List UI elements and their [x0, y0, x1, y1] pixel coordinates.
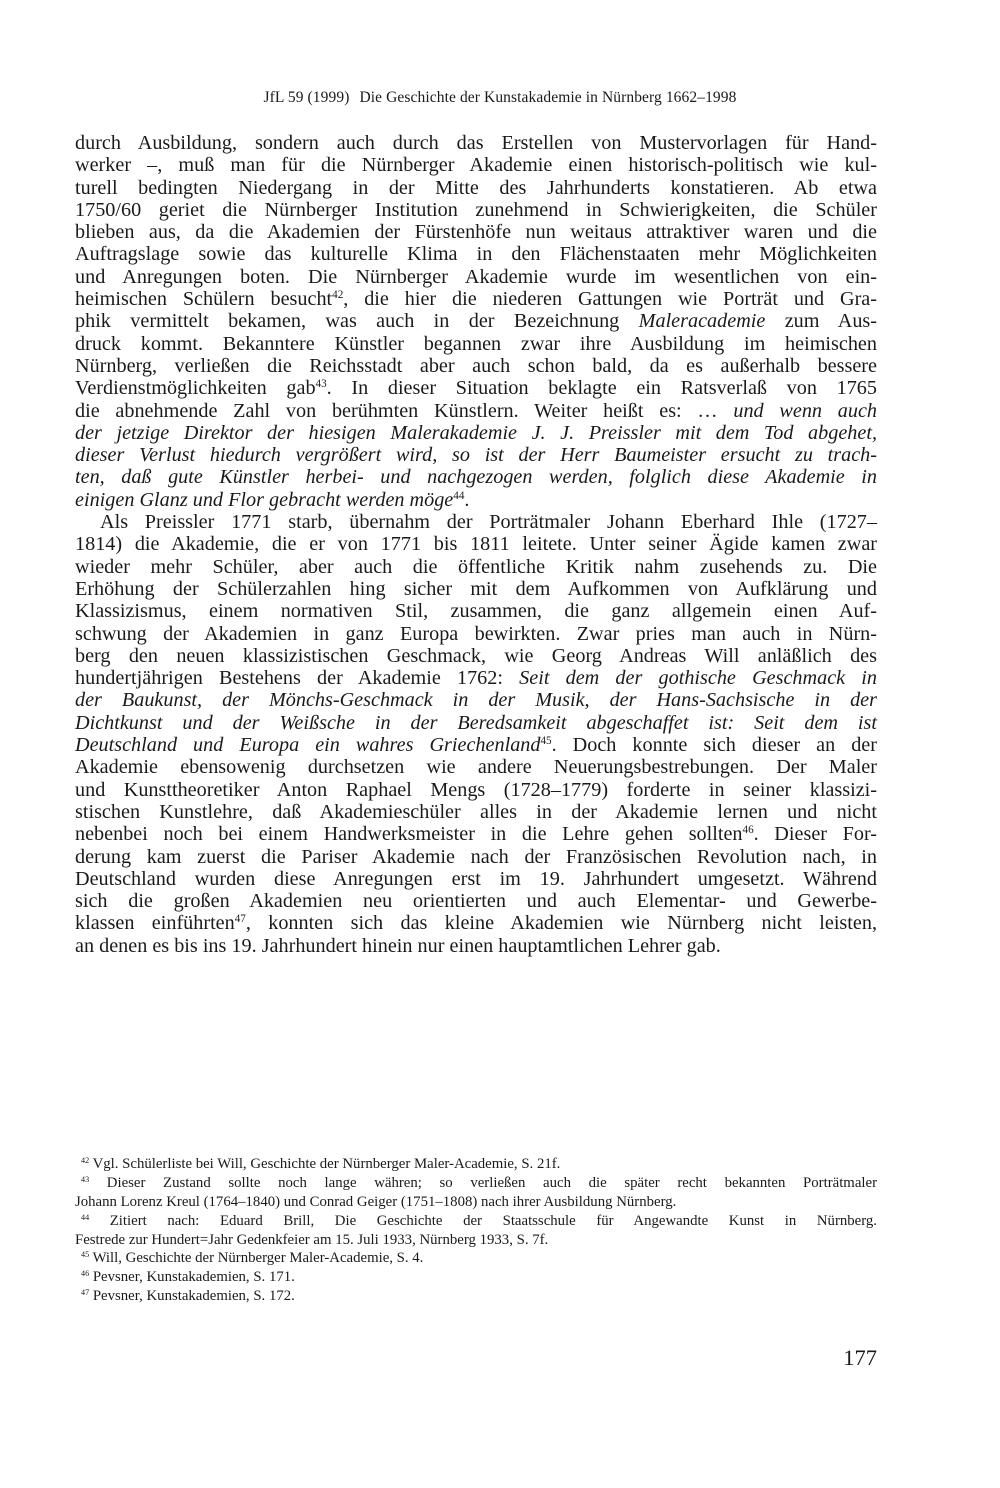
italic-quote: einigen Glanz und Flor gebracht werden möge	[75, 488, 454, 511]
text-line: berg den neuen klassizistischen Geschmack, wie Georg Andreas Will anläßlich des	[75, 644, 877, 667]
text-line	[75, 422, 877, 444]
text-line: druck kommt. Bekanntere Künstler begannen zwar ihre Ausbildung im heimischen	[75, 332, 877, 355]
text-line: Auftragslage sowie das kulturelle Klima in den Flächenstaaten mehr Möglichkeiten	[75, 243, 877, 266]
text-run: heimischen Schülern besucht	[75, 288, 333, 311]
footnote	[75, 1268, 877, 1287]
text-line: Erhöhung der Schülerzahlen hing sicher mit dem Aufkommen von Aufklärung und	[75, 577, 877, 600]
text-run: zum Aus-	[765, 310, 877, 333]
italic-quote: der Baukunst, der Mönchs-Geschmack in der Musik, der Hans-Sachsische in der	[75, 689, 877, 712]
text-line: Klassizismus, einem normativen Stil, zusammen, die ganz allgemein einen Auf-	[75, 600, 877, 623]
text-line: sich die großen Akademien neu orientierten und auch Elementar- und Gewerbe-	[75, 890, 877, 913]
italic-term: Maleracademie	[638, 310, 766, 333]
italic-quote: ten, daß gute Künstler herbei- und nachgezogen werden, folglich diese Akademie in	[75, 466, 877, 489]
text-line: an denen es bis ins 19. Jahrhundert hinein nur einen hauptamtlichen Lehrer gab.	[75, 934, 721, 957]
paragraph	[75, 132, 877, 511]
text-run: klassen einführten	[75, 912, 235, 935]
text-line	[75, 377, 877, 399]
text-line	[75, 466, 877, 488]
text-line: blieben aus, da die Akademien der Fürstenhöfe nun weitaus attraktiver waren und die	[75, 221, 877, 244]
footnote-ref-47[interactable]: 47	[234, 913, 246, 926]
footnote-number: 43	[81, 1174, 90, 1184]
text-line	[75, 288, 877, 310]
text-run: nebenbei noch bei einem Handwerksmeister in die Lehre gehen sollten	[75, 823, 743, 846]
text-line	[75, 689, 877, 711]
footnotes	[75, 1155, 877, 1306]
text-line: turell bedingten Niedergang in der Mitte des Jahrhunderts konstatieren. Ab etwa	[75, 176, 877, 199]
footnote-ref-45[interactable]: 45	[540, 735, 552, 748]
text-line: schwung der Akademien in ganz Europa bewirkten. Zwar pries man auch in Nürn-	[75, 622, 877, 645]
text-run: Verdienstmöglichkeiten gab	[75, 377, 316, 400]
text-line: Nürnberg, verließen die Reichsstadt aber auch schon bald, da es außerhalb bessere	[75, 354, 877, 377]
text-run: . Dieser For-	[753, 823, 877, 846]
page-number: 177	[843, 1345, 877, 1370]
running-header	[0, 89, 1000, 107]
footnote	[75, 1174, 877, 1193]
text-line	[75, 734, 877, 756]
text-run: , die hier die niederen Gattungen wie Porträt und Gra-	[343, 288, 877, 311]
text-line	[75, 667, 877, 689]
footnote-continuation: Johann Lorenz Kreul (1764–1840) und Conrad Geiger (1751–1808) nach ihrer Ausbildung Nürnberg.	[75, 1193, 677, 1210]
text-line	[75, 823, 877, 845]
footnote-ref-46[interactable]: 46	[742, 824, 754, 837]
footnote	[75, 1212, 877, 1231]
footnote-text: Pevsner, Kunstakademien, S. 172.	[92, 1288, 295, 1305]
paragraph	[75, 511, 877, 957]
footnote-number: 45	[81, 1250, 90, 1260]
text-run: . Doch konnte sich dieser an der	[551, 734, 877, 757]
text-line: wieder mehr Schüler, aber auch die öffentliche Kritik nahm zusehends zu. Die	[75, 555, 877, 578]
footnote-number: 46	[81, 1269, 90, 1279]
text-line: werker –, muß man für die Nürnberger Akademie einen historisch-politisch wie kul-	[75, 154, 877, 177]
text-run: die abnehmende Zahl von berühmten Künstlern. Weiter heißt es: …	[75, 399, 734, 422]
text-line	[75, 400, 877, 422]
text-line: und Kunsttheoretiker Anton Raphael Mengs (1728–1779) forderte in seiner klassizi-	[75, 778, 877, 801]
footnote-ref-42[interactable]: 42	[332, 289, 344, 302]
text-line	[75, 712, 877, 734]
italic-quote: der jetzige Direktor der hiesigen Malerakademie J. J. Preissler mit dem Tod abgehet,	[75, 421, 877, 444]
footnote-text: Pevsner, Kunstakademien, S. 171.	[92, 1269, 295, 1286]
text-line	[75, 489, 877, 511]
italic-quote: Seit dem der gothische Geschmack in	[519, 667, 877, 690]
text-run: phik vermittelt bekamen, was auch in der Bezeichnung	[75, 310, 639, 333]
article-title: Die Geschichte der Kunstakademie in Nürnberg 1662–1998	[359, 89, 737, 106]
text-line: derung kam zuerst die Pariser Akademie nach der Französischen Revolution nach, in	[75, 845, 877, 868]
text-line: stischen Kunstlehre, daß Akademieschüler alles in der Akademie lernen und nicht	[75, 800, 877, 823]
footnote	[75, 1249, 877, 1268]
footnote-number: 42	[81, 1155, 90, 1165]
text-line: und Anregungen boten. Die Nürnberger Akademie wurde im wesentlichen von ein-	[75, 265, 877, 288]
text-line	[75, 444, 877, 466]
text-line: 1814) die Akademie, die er von 1771 bis 1811 leitete. Unter seiner Ägide kamen zwar	[75, 533, 877, 556]
footnote-continuation: Festrede zur Hundert=Jahr Gedenkfeier am 15. Juli 1933, Nürnberg 1933, S. 7f.	[75, 1231, 549, 1248]
footnote-number: 44	[81, 1212, 90, 1222]
footnote-text: Will, Geschichte der Nürnberger Maler-Academie, S. 4.	[92, 1250, 424, 1267]
footnote-text: Zitiert nach: Eduard Brill, Die Geschichte der Staatsschule für Angewandte Kunst in Nürnberg.	[109, 1212, 878, 1229]
text-line: 1750/60 geriet die Nürnberger Institution zunehmend in Schwierigkeiten, die Schüler	[75, 198, 877, 221]
italic-quote: Deutschland und Europa ein wahres Griechenland	[75, 734, 541, 757]
italic-quote: dieser Verlust hiedurch vergrößert wird, so ist der Herr Baumeister ersucht zu trach-	[75, 444, 877, 467]
footnote	[75, 1287, 877, 1306]
text-line	[75, 912, 877, 934]
text-run: . In dieser Situation beklagte ein Ratsverlaß von 1765	[326, 377, 877, 400]
text-run: hundertjährigen Bestehens der Akademie 1762:	[75, 667, 520, 690]
footnote-ref-43[interactable]: 43	[315, 378, 327, 391]
footnote-ref-44[interactable]: 44	[453, 489, 465, 502]
text-line: Akademie ebensowenig durchsetzen wie andere Neuerungsbestrebungen. Der Maler	[75, 756, 877, 779]
footnote-text: Vgl. Schülerliste bei Will, Geschichte der Nürnberger Maler-Academie, S. 21f.	[92, 1156, 561, 1172]
footnote	[75, 1155, 877, 1174]
journal-citation: JfL 59 (1999)	[263, 89, 350, 106]
footnote-text: Dieser Zustand sollte noch lange währen; so verließen auch die später recht bekannten Porträtmaler	[106, 1174, 877, 1191]
body-text	[75, 132, 877, 957]
italic-quote: und wenn auch	[733, 399, 877, 422]
text-run: .	[464, 488, 470, 511]
italic-quote: Dichtkunst und der Weißsche in der Beredsamkeit abgeschaffet ist: Seit dem ist	[75, 711, 877, 734]
text-line: Als Preissler 1771 starb, übernahm der Porträtmaler Johann Eberhard Ihle (1727–	[100, 511, 877, 534]
text-line	[75, 310, 877, 332]
text-line: Deutschland wurden diese Anregungen erst im 19. Jahrhundert umgesetzt. Während	[75, 867, 877, 890]
text-line: durch Ausbildung, sondern auch durch das Erstellen von Mustervorlagen für Hand-	[75, 132, 877, 154]
footnote-number: 47	[81, 1288, 90, 1298]
text-run: , konnten sich das kleine Akademien wie Nürnberg nicht leisten,	[245, 912, 877, 935]
